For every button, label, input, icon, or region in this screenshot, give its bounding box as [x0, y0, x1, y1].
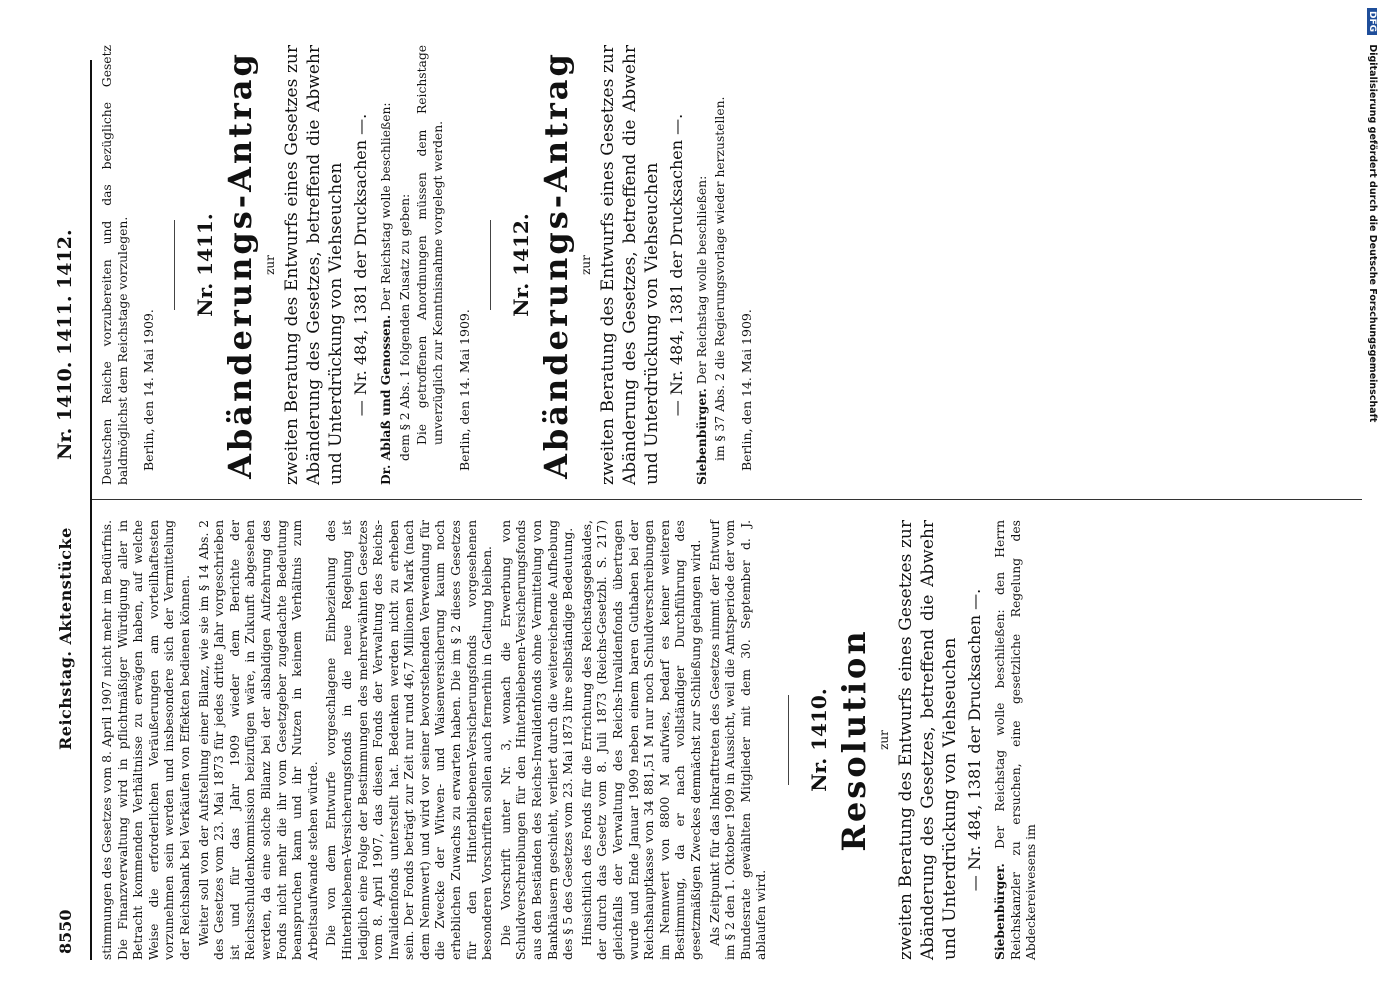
paragraph: Die Vorschrift unter Nr. 3, wonach die Erwerbung von Schuldverschreibungen für den Hinterbliebenen-Versicherungsfonds aus den Beständen des Reichs-Invalidenfonds ohne Vermittelung von Bankhäusern geschieht, verliert durch die weitereichende Aufhebung des § 5 des Gesetzes vom 23. Mai 1873 ihre selbständige Bedeutung.: [498, 520, 576, 960]
page-number: 8550: [56, 909, 75, 954]
zur-label: zur: [263, 255, 278, 275]
right-column: [100, 45, 754, 485]
motion-item: dem § 2 Abs. 1 folgenden Zusatz zu geben:: [397, 193, 412, 461]
motion-text: Der Reichstag wolle beschließen:: [379, 102, 394, 311]
lead-text: zweiten Beratung des Entwurfs eines Gesetzes zur Abänderung des Gesetzes, betreffend die Abwehr und Unterdrückung von Viehseuchen: [895, 520, 960, 960]
page-header: [40, 60, 92, 960]
motion-text: Der Reichstag wolle beschließen:: [694, 175, 709, 385]
paragraph: Weiter soll von der Aufstellung einer Bilanz, wie sie im § 14 Abs. 2 des Gesetzes vom 23. Mai 1873 für jedes dritte Jahr vorgeschrieben ist und für das Jahr 1909 wieder dem Berichte der Reichsschuldenkommission beizufügen wäre, in Zukunft abgesehen werden, da eine solche Bilanz bei der alsbaldigen Aufzehrung des Fonds nicht mehr die ihr vom Gesetzgeber zugedachte Bedeutung beanspruchen kann und ihr Nutzen in keinem Verhältnis zum Arbeitsaufwande stehen würde.: [196, 520, 320, 960]
motion-item: im § 37 Abs. 2 die Regierungsvorlage wieder herzustellen.: [713, 96, 728, 461]
dfg-logo-icon: DFG: [1367, 8, 1377, 35]
motion-quote: Die getroffenen Anordnungen müssen dem Reichstage unverzüglich zur Kenntnisnahme vorgelegt werden.: [415, 45, 445, 445]
date: Berlin, den 14. Mai 1909.: [141, 309, 157, 471]
paragraph: stimmungen des Gesetzes vom 8. April 1907 nicht mehr im Bedürfnis. Die Finanzverwaltung wird in pflichtmäßiger Würdigung aller in Betracht kommenden Verhältnisse zu erwägen haben, auf welche Weise die erforderlichen Veräußerungen am vorteilhaftesten vorzunehmen sein werden und insbesondere sich der Vermittelung der Reichsbank bei Verkäufen von Effekten bedienen können.: [100, 520, 192, 960]
paragraph: Hinsichtlich des Fonds für die Errichtung des Reichstagsgebäudes, der durch das Gesetz vom 8. Juli 1873 (Reichs-Gesetzbl. S. 217) gleichfalls der Verwaltung des Reichs-Invalidenfonds übertragen wurde und Ende Januar 1909 neben einem baren Guthaben bei der Reichshauptkasse von 34 881,51 M nur noch Schuldverschreibungen im Nennwert von 8800 M aufwies, bedarf es keiner weiteren Bestimmung, da er nach vollständiger Durchführung des gesetzmäßigen Zweckes demnächst zur Schließung gelangen wird.: [579, 520, 703, 960]
separator: [788, 695, 789, 785]
left-column: [100, 520, 1043, 960]
document-number-1411: Nr. 1411.: [193, 213, 218, 317]
date: Berlin, den 14. Mai 1909.: [456, 309, 472, 471]
motion-author: Siebenbürger.: [693, 388, 709, 485]
rotated-page: [40, 45, 1370, 960]
separator: [490, 220, 491, 310]
zur-label: zur: [578, 255, 593, 275]
reference: — Nr. 484, 1381 der Drucksachen —.: [964, 588, 984, 892]
reference: — Nr. 484, 1381 der Drucksachen —.: [351, 113, 371, 417]
continuation-text: Deutschen Reiche vorzubereiten und das bezügliche Gesetz baldmöglichst dem Reichstage vorzulegen.: [100, 45, 130, 485]
lead-text: zweiten Beratung des Entwurfs eines Gesetzes zur Abänderung des Gesetzes, betreffend die Abwehr und Unterdrückung von Viehseuchen: [597, 45, 662, 485]
document-number-1410: Nr. 1410.: [806, 688, 831, 792]
section-title: Reichstag. Aktenstücke: [56, 527, 75, 750]
motion-author: Dr. Ablaß und Genossen.: [378, 314, 394, 485]
motion-author: Siebenbürger.: [991, 863, 1007, 960]
digitization-note: Digitalisierung gefördert durch die Deutsche Forschungsgemeinschaft: [1367, 44, 1378, 423]
motion-text: Der Reichstag wolle beschließen: den Herrn Reichskanzler zu ersuchen, eine gesetzliche Regelung des Abdeckereiwesens im: [992, 520, 1039, 960]
document-number-1412: Nr. 1412.: [508, 213, 533, 317]
paragraph: Als Zeitpunkt für das Inkrafttreten des Gesetzes nimmt der Entwurf im § 2 den 1. Oktober 1909 in Aussicht, weil die Amtsperiode der vom Bundesrate gewählten Mitglieder mit dem 30. September d. J. ablaufen wird.: [707, 520, 769, 960]
amendment-title-1412: Abänderungs-Antrag: [536, 51, 575, 479]
digitization-credit: [1364, 8, 1378, 988]
column-divider: [92, 499, 1362, 500]
paragraph: Die von dem Entwurfe vorgeschlagene Einbeziehung des Hinterbliebenen-Versicherungsfonds in die neue Regelung ist lediglich eine Folge der Bestimmungen des mehrerwähnten Gesetzes vom 8. April 1907, das diesen Fonds der Verwaltung des Reichs-Invalidenfonds unterstellt hat. Bedenken werden nicht zu erheben sein. Der Fonds beträgt zur Zeit nur rund 46,7 Millionen Mark (nach dem Nennwert) und wird vor seiner bevorstehenden Verwendung für die Zwecke der Witwen- und Waisenversicherung kaum noch erheblichen Zuwachs zu erwarten haben. Die im § 2 dieses Gesetzes für den Hinterbliebenen-Versicherungsfonds vorgesehenen besonderen Vorschriften sollen auch fernerhin in Geltung bleiben.: [324, 520, 495, 960]
document-numbers: Nr. 1410. 1411. 1412.: [54, 229, 76, 460]
separator: [174, 220, 175, 310]
lead-text: zweiten Beratung des Entwurfs eines Gesetzes zur Abänderung des Gesetzes, betreffend die Abwehr und Unterdrückung von Viehseuchen: [282, 45, 347, 485]
zur-label: zur: [876, 730, 891, 750]
amendment-title-1411: Abänderungs-Antrag: [221, 51, 260, 479]
resolution-title: Resolution: [834, 628, 873, 852]
reference: — Nr. 484, 1381 der Drucksachen —.: [666, 113, 686, 417]
date: Berlin, den 14. Mai 1909.: [738, 309, 754, 471]
